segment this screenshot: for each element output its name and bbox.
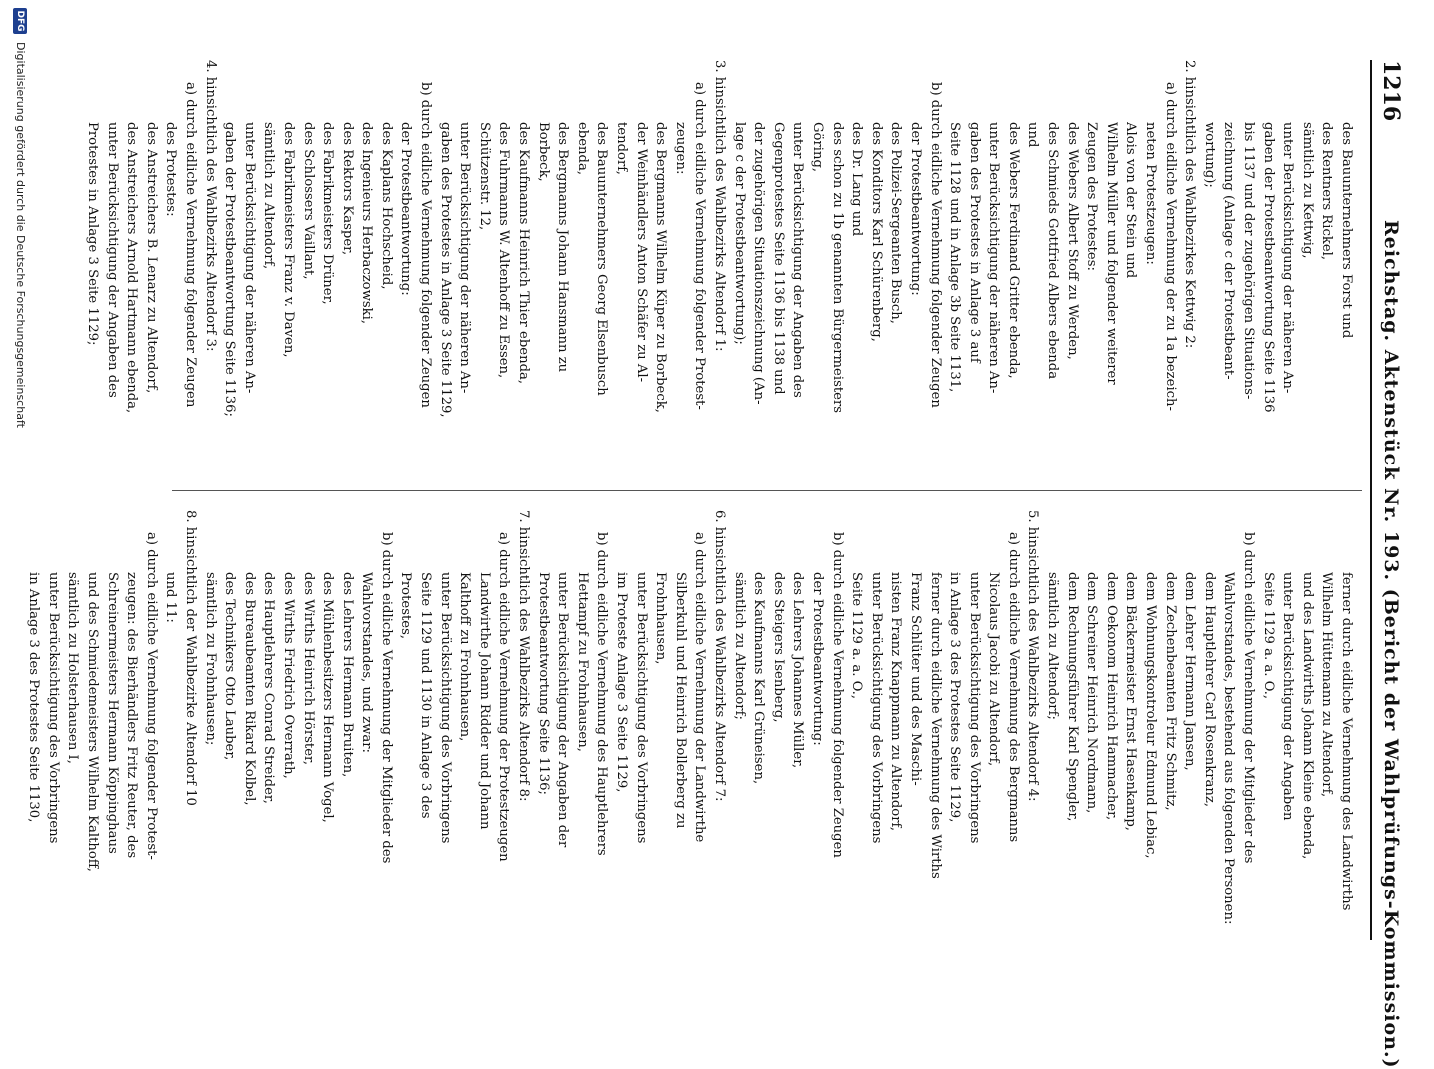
text-line: unter Berücksichtigung des Vorbringens [437, 572, 453, 844]
text-line: Seite 1129 und 1130 in Anlage 3 des [418, 572, 434, 819]
text-line: der Protestbeantwortung: [398, 122, 414, 296]
text-line: Wilhelm Müller und folgender weiterer [1103, 122, 1119, 385]
text-line: des Kaufmanns Heinrich Thier ebenda, [516, 122, 532, 385]
text-line: der Protestbeantwortung: [907, 122, 923, 296]
text-line: 2. hinsichtlich des Wahlbezirkes Kettwig 2: [1182, 60, 1198, 349]
text-line: unter Berücksichtigung der Angaben des [790, 122, 806, 398]
text-line: unter Berücksichtigung des Vorbringens [966, 572, 982, 844]
text-line: und des Landwirths Johann Kleine ebenda, [1299, 572, 1315, 860]
text-line: sämtlich zu Frohnhausen; [202, 572, 218, 746]
text-line: a) durch eidliche Vernehmung der zu 1a bezeich- [1162, 82, 1178, 411]
page-footer [5, 0, 29, 1000]
text-line: des Lehrers Johannes Müller, [790, 572, 806, 769]
text-line: sämtlich zu Holsterhausen I, [65, 572, 81, 764]
text-line: des Anstreichers B. Lenarz zu Altendorf, [143, 122, 159, 394]
text-line: 5. hinsichtlich des Wahlbezirks Altendorf 4: [1025, 510, 1041, 802]
text-line: Alois von der Stein und [1123, 122, 1139, 279]
text-line: des Anstreichers Arnold Hartmann ebenda, [124, 122, 140, 414]
text-line: des Ingenieurs Herbaczowski, [359, 122, 375, 325]
text-line: dem Lehrer Hermann Jansen, [1182, 572, 1198, 771]
text-line: Wahlvorstandes, und zwar: [359, 572, 375, 753]
text-line: a) durch eidliche Vernehmung des Bergmanns [1005, 532, 1021, 843]
text-line: Protestbeantwortung Seite 1136; [535, 572, 551, 795]
text-line: a) durch eidliche Vernehmung der Protestzeugen [496, 532, 512, 862]
funding-credit: Digitalisierung gefördert durch die Deutsche Forschungsgemeinschaft [14, 42, 27, 428]
text-line: Kalthoff zu Frohnhausen, [457, 572, 473, 742]
text-column-left [82, 60, 1356, 482]
text-line: des Fabrikmeisters Franz v. Daven, [280, 122, 296, 358]
text-line: Schützenstr. 12, [476, 122, 492, 231]
text-line: Seite 1129 a. a. O., [1260, 572, 1276, 700]
text-line: b) durch eidliche Vernehmung des Hauptlehrers [594, 532, 610, 856]
text-line: Wilhelm Hüttemann zu Altendorf, [1319, 572, 1335, 798]
text-line: unter Berücksichtigung der näheren An- [1280, 122, 1296, 394]
text-line: des Rektors Kasper, [339, 122, 355, 256]
text-line: zeugen: des Bierhändlers Fritz Reuter, des [124, 572, 140, 859]
text-line: dem Zechenbeamten Fritz Schmitz, [1162, 572, 1178, 811]
text-line: und des Schmiedemeisters Wilhelm Kalthoff, [85, 572, 100, 872]
text-line: unter Berücksichtigung des Vorbringens [868, 572, 884, 844]
page-header [1374, 60, 1406, 1069]
text-line: Protestes, [398, 572, 414, 640]
text-line: bis 1137 und der zugehörigen Situations- [1241, 122, 1257, 400]
text-line: des Protestes: [163, 122, 179, 217]
text-line: in Anlage 3 des Protestes Seite 1129, [947, 572, 963, 823]
text-line: Wahlvorstandes, bestehend aus folgenden Personen: [1221, 572, 1237, 925]
text-line: des Konditors Karl Schürenberg, [868, 122, 884, 342]
text-line: a) durch eidliche Vernehmung folgender Zeugen [182, 82, 198, 408]
text-line: des Schlossers Vaillant, [300, 122, 316, 280]
text-line: dem Bäckermeister Ernst Hasenkamp, [1123, 572, 1139, 831]
text-line: Gegenprotestes Seite 1136 bis 1138 und [770, 122, 786, 395]
text-line: der Weinhändlers Anton Schäfer zu Al- [633, 122, 649, 383]
text-line: gaben der Protestbeantwortung Seite 1136; [222, 122, 238, 417]
text-line: unter Berücksichtigung des Vorbringens [633, 572, 649, 844]
text-line: Zeugen des Protestes: [1084, 122, 1100, 271]
text-line: a) durch eidliche Vernehmung folgender Protest- [143, 532, 159, 860]
text-line: Seite 1129 a. a. O., [849, 572, 865, 700]
text-line: Borbeck, [535, 122, 551, 182]
text-line: des Rentners Rickel, [1319, 122, 1335, 261]
text-line: sämtlich zu Altendorf; [731, 572, 747, 720]
text-line: des Hauptlehrers Conrad Streider, [261, 572, 277, 804]
text-line: Landwirthe Johann Ridder und Johann [476, 572, 492, 830]
text-line: zeichnung (Anlage c der Protestbeant- [1221, 122, 1237, 380]
text-line: Hettampf zu Frohnhausen, [574, 572, 590, 752]
text-line: gaben des Protestes in Anlage 3 Seite 1129, [437, 122, 453, 418]
text-line: b) durch eidliche Vernehmung folgender Zeugen [829, 532, 845, 858]
text-line: Frohnhausen, [653, 572, 669, 665]
text-line: des Bauunternehmers Georg Elsenbusch [594, 122, 610, 396]
text-line: 8. hinsichtlich der Wahlbezirke Altendorf 10 [182, 510, 198, 806]
text-line: Protestes in Anlage 3 Seite 1129; [85, 122, 100, 346]
dfg-logo: DFG [13, 8, 27, 34]
text-line: unter Berücksichtigung der näheren An- [457, 122, 473, 394]
text-line: des Bergmanns Johann Hansmann zu [555, 122, 571, 373]
header-rule [1370, 60, 1372, 940]
text-line: des Wirths Heinrich Hörster, [300, 572, 316, 766]
text-line: und [1025, 122, 1041, 148]
text-line: sämtlich zu Altendorf; [1045, 572, 1061, 720]
text-line: Nicolaus Jacobi zu Altendorf, [986, 572, 1002, 767]
text-line: in Anlage 3 des Protestes Seite 1130, [26, 572, 42, 823]
text-line: Franz Schlüter und des Maschi- [907, 572, 923, 786]
text-line: unter Berücksichtigung der Angaben des [104, 122, 120, 398]
text-line: des Technikers Otto Lauber, [222, 572, 238, 761]
text-line: unter Berücksichtigung der näheren An- [986, 122, 1002, 394]
text-line: lage c der Protestbeantwortung); [731, 122, 747, 345]
text-line: b) durch eidliche Vernehmung folgender Zeugen [927, 82, 943, 408]
text-line: a) durch eidliche Vernehmung der Landwirthe [692, 532, 708, 843]
text-line: Seite 1128 und in Anlage 3b Seite 1131, [947, 122, 963, 393]
text-line: ferner durch eidliche Vernehmung des Landwirths [1339, 572, 1354, 911]
text-line: gaben der Protestbeantwortung Seite 1136 [1260, 122, 1276, 413]
text-line: dem Hauptlehrer Carl Rosenkranz, [1201, 572, 1217, 808]
text-line: neten Protestzeugen: [1143, 122, 1159, 265]
text-line: des Webers Albert Stoff zu Werden, [1064, 122, 1080, 360]
text-line: tendorf, [614, 122, 630, 175]
text-line: des Fuhrmanns W. Altenhoff zu Essen, [496, 122, 512, 379]
text-line: des Dr. Lang und [849, 122, 865, 237]
text-line: des Bergmanns Wilhelm Küper zu Borbeck, [653, 122, 669, 413]
text-line: des Kaplans Hochscheid, [378, 122, 394, 290]
text-line: dem Wohnungskontroleur Edmund Lebiac, [1143, 572, 1159, 859]
text-line: a) durch eidliche Vernehmung folgender Protest- [692, 82, 708, 410]
text-column-right [24, 510, 1356, 932]
text-line: dem Rechnungsführer Karl Spengler, [1064, 572, 1080, 822]
text-line: und 11: [163, 572, 179, 623]
text-line: unter Berücksichtigung der Angaben [1280, 572, 1296, 821]
text-line: gaben des Protestes in Anlage 3 auf [966, 122, 982, 363]
text-line: 7. hinsichtlich des Wahlbezirks Altendorf 8: [516, 510, 532, 802]
text-line: des Lehrers Hermann Bruiten, [339, 572, 355, 778]
text-line: des Bureaubeamten Rikard Kolbel, [241, 572, 257, 806]
text-line: b) durch eidliche Vernehmung der Mitglieder des [378, 532, 394, 864]
text-line: dem Schreiner Heinrich Nordmann, [1084, 572, 1100, 814]
page-title: Reichstag. Aktenstück Nr. 193. (Bericht der Wahlprüfungs-Kommission.) [1380, 220, 1402, 1069]
text-line: nisten Franz Knappmann zu Altendorf, [888, 572, 904, 832]
text-line: b) durch eidliche Vernehmung folgender Zeugen [418, 82, 434, 408]
text-line: ebenda, [574, 122, 590, 176]
text-line: b) durch eidliche Vernehmung der Mitglieder des [1241, 532, 1257, 864]
text-line: unter Berücksichtigung der näheren An- [241, 122, 257, 394]
text-line: des Steigers Isenberg, [770, 572, 786, 723]
text-line: unter Berücksichtigung der Angaben der [555, 572, 571, 848]
text-line: unter Berücksichtigung des Vorbringens [45, 572, 61, 844]
text-line: des Webers Ferdinand Gritter ebenda, [1005, 122, 1021, 379]
text-line: der Protestbeantwortung: [809, 572, 825, 746]
text-line: wortung); [1201, 122, 1217, 188]
text-line: des schon zu 1b genannten Bürgermeisters [829, 122, 845, 414]
text-line: 4. hinsichtlich des Wahlbezirks Altendorf 3: [202, 60, 218, 352]
text-line: Göring, [809, 122, 825, 173]
text-line: des Mühlenbesitzers Hermann Vogel, [320, 572, 336, 823]
text-line: sämtlich zu Altendorf, [261, 122, 277, 270]
text-line: sämtlich zu Kettwig, [1299, 122, 1315, 259]
page-number: 1216 [1378, 60, 1404, 122]
text-line: des Schmieds Gottfried Albers ebenda [1045, 122, 1061, 380]
text-line: des Kaufmanns Karl Grüneisen, [751, 572, 767, 785]
text-line: des Fabrikmeisters Drüner, [320, 122, 336, 305]
text-line: des Polizei-Sergeanten Busch, [888, 122, 904, 324]
text-line: der zugehörigen Situationszeichnung (An- [751, 122, 767, 405]
text-line: 6. hinsichtlich des Wahlbezirks Altendorf 7: [712, 510, 727, 802]
text-line: des Wirths Friedrich Overrath, [280, 572, 296, 779]
column-divider [172, 490, 1362, 491]
text-line: ferner durch eidliche Vernehmung des Wirths [927, 572, 943, 879]
text-line: des Bauunternehmers Forst und [1339, 122, 1354, 339]
text-line: Silberkuhl und Heinrich Bollerberg zu [672, 572, 688, 829]
text-line: zeugen: [672, 122, 688, 175]
text-line: Schreinermeisters Hermann Köppinghaus [104, 572, 120, 854]
text-line: im Proteste Anlage 3 Seite 1129, [614, 572, 630, 793]
text-line: 3. hinsichtlich des Wahlbezirks Altendorf 1: [712, 60, 727, 352]
text-line: dem Oekonom Heinrich Hammacher, [1103, 572, 1119, 821]
